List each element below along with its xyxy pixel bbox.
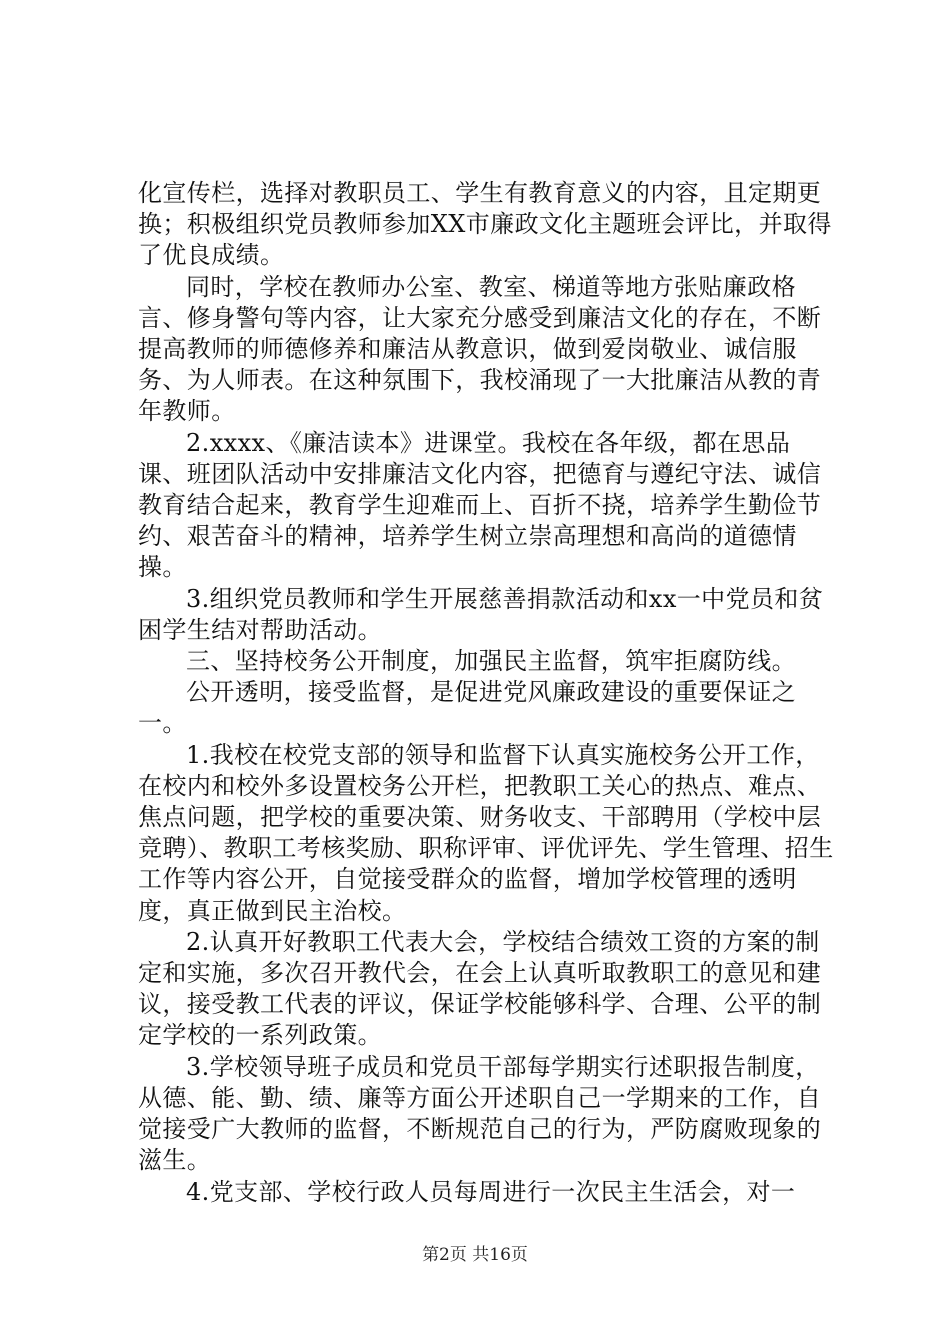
- paragraph-item-4-meeting: 4.党支部、学校行政人员每周进行一次民主生活会，对一: [186, 1177, 796, 1206]
- section-heading-3: 三、坚持校务公开制度，加强民主监督，筑牢拒腐防线。: [186, 647, 796, 676]
- paragraph-campus-culture: 同时，学校在教师办公室、教室、梯道等地方张贴廉政格言、修身警句等内容，让大家充分感受到廉洁文化的存在，不断提高教师的师德修养和廉洁从教意识，做到爱岗敬业、诚信服务、为人师表。在这种氛围下，我校涌现了一大批廉洁从教的青年教师。: [138, 272, 822, 426]
- paragraph-transparency: 公开透明，接受监督，是促进党风廉政建设的重要保证之一。: [138, 678, 796, 738]
- paragraph-item-2-reading: 2.xxxx、《廉洁读本》进课堂。我校在各年级，都在思品课、班团队活动中安排廉洁文化内容，把德育与遵纪守法、诚信教育结合起来，教育学生迎难而上、百折不挠，培养学生勤俭节约、艰苦奋斗的精神，培养学生树立崇高理想和高尚的道德情操。: [138, 428, 822, 582]
- document-body: [138, 178, 838, 1208]
- paragraph-item-1-affairs: 1.我校在校党支部的领导和监督下认真实施校务公开工作，在校内和校外多设置校务公开栏，把教职工关心的热点、难点、焦点问题，把学校的重要决策、财务收支、干部聘用（学校中层竞聘）、教职工考核奖励、职称评审、评优评先、学生管理、招生工作等内容公开，自觉接受群众的监督，增加学校管理的透明度，真正做到民主治校。: [138, 740, 834, 925]
- paragraph-continuation: 化宣传栏，选择对教职员工、学生有教育意义的内容，且定期更换；积极组织党员教师参加XX市廉政文化主题班会评比，并取得了优良成绩。: [138, 179, 832, 270]
- page-number-footer: 第2页 共16页: [422, 1245, 528, 1265]
- paragraph-item-3-charity: 3.组织党员教师和学生开展慈善捐款活动和xx一中党员和贫困学生结对帮助活动。: [138, 584, 824, 644]
- paragraph-item-2-congress: 2.认真开好教职工代表大会，学校结合绩效工资的方案的制定和实施，多次召开教代会，在会上认真听取教职工的意见和建议，接受教工代表的评议，保证学校能够科学、合理、公平的制定学校的一系列政策。: [138, 927, 822, 1050]
- paragraph-item-3-reporting: 3.学校领导班子成员和党员干部每学期实行述职报告制度，从德、能、勤、绩、廉等方面公开述职自己一学期来的工作，自觉接受广大教师的监督，不断规范自己的行为，严防腐败现象的滋生。: [138, 1052, 822, 1175]
